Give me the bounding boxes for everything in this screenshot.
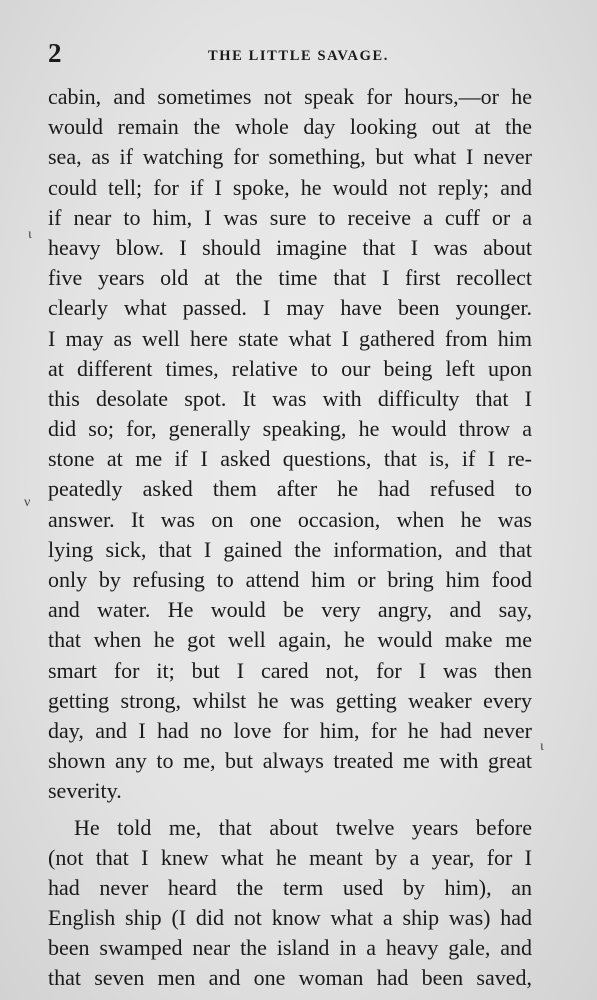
paragraph	[48, 82, 532, 807]
page-number: 2	[48, 38, 62, 68]
text-line: stone at me if I asked questions, that is, if I re-	[48, 446, 532, 472]
margin-speck: ι	[540, 739, 544, 754]
text-line: could tell; for if I spoke, he would not reply; and	[48, 174, 532, 200]
text-line: cabin, and sometimes not speak for hours,—or he	[48, 84, 532, 109]
paragraph	[48, 813, 532, 994]
text-line: clearly what passed. I may have been younger.	[48, 295, 532, 321]
text-line: that seven men and one woman had been saved,	[48, 965, 532, 991]
text-line: if near to him, I was sure to receive a cuff or a	[48, 204, 532, 230]
text-line: five years old at the time that I first recollect	[48, 265, 532, 291]
text-line: at different times, relative to our being left upon	[48, 355, 532, 381]
text-line: day, and I had no love for him, for he had never	[48, 717, 532, 743]
running-head: THE LITTLE SAVAGE.	[208, 48, 389, 64]
text-line: I may as well here state what I gathered from him	[48, 325, 532, 351]
text-line: He told me, that about twelve years before	[74, 814, 532, 840]
text-line: shown any to me, but always treated me with great	[48, 748, 532, 774]
text-line: smart for it; but I cared not, for I was then	[48, 657, 532, 683]
text-line: only by refusing to attend him or bring him food	[48, 567, 532, 592]
text-line: and water. He would be very angry, and say,	[48, 597, 532, 623]
text-line: had never heard the term used by him), an	[48, 874, 532, 900]
text-line: this desolate spot. It was with difficulty that I	[48, 385, 532, 411]
text-line: sea, as if watching for something, but what I never	[48, 144, 532, 170]
body-text	[48, 82, 532, 994]
text-line: heavy blow. I should imagine that I was about	[48, 234, 532, 260]
text-line: did so; for, generally speaking, he would throw a	[48, 416, 532, 442]
text-line: (not that I knew what he meant by a year, for I	[48, 844, 532, 870]
text-line: been swamped near the island in a heavy gale, and	[48, 935, 532, 961]
margin-speck: ι	[28, 227, 32, 242]
text-line: severity.	[48, 778, 122, 804]
text-line: getting strong, whilst he was getting weaker every	[48, 687, 532, 713]
text-line: English ship (I did not know what a ship was) had	[48, 905, 532, 931]
margin-speck: ν	[24, 495, 31, 510]
text-line: lying sick, that I gained the information, and that	[48, 536, 532, 562]
page-header	[48, 38, 549, 68]
text-line: peatedly asked them after he had refused to	[48, 476, 532, 502]
text-line: answer. It was on one occasion, when he was	[48, 506, 532, 532]
text-line: that when he got well again, he would make me	[48, 627, 532, 653]
text-line: would remain the whole day looking out at the	[48, 114, 532, 140]
